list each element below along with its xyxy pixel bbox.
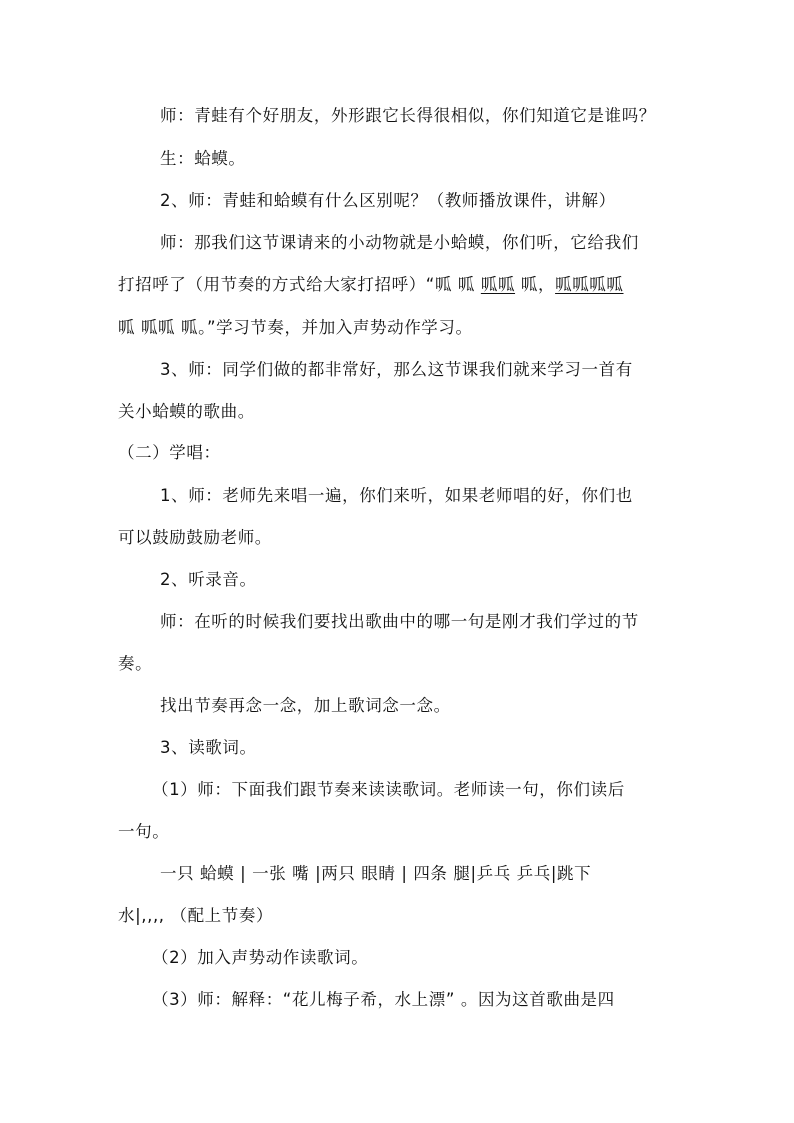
paragraph-line-2: 生：蛤蟆。 bbox=[160, 149, 246, 168]
section-heading: （二）学唱： bbox=[118, 443, 221, 462]
paragraph-line-13: 师：在听的时候我们要找出歌曲中的哪一句是刚才我们学过的节 bbox=[160, 612, 639, 631]
paragraph-line-14: 奏。 bbox=[118, 654, 153, 673]
paragraph-line-1: 师：青蛙有个好朋友，外形跟它长得很相似，你们知道它是谁吗？ bbox=[160, 106, 656, 125]
lyrics-line: 一只 蛤蟆 | 一张 嘴 |两只 眼睛 | 四条 腿|乒乓 乒乓|跳下 bbox=[160, 864, 592, 883]
paragraph-line-17: （1）师：下面我们跟节奏来读读歌词。老师读一句，你们读后 bbox=[152, 780, 625, 799]
paragraph-line-3: 2、师：青蛙和蛤蟆有什么区别呢？（教师播放课件，讲解） bbox=[160, 191, 616, 210]
paragraph-line-16: 3、读歌词。 bbox=[160, 738, 257, 757]
paragraph-line-18: 一句。 bbox=[118, 822, 170, 841]
paragraph-line-10: 1、师：老师先来唱一遍，你们来听，如果老师唱的好，你们也 bbox=[160, 486, 633, 505]
rhythm-underlined-2: 呱呱呱呱 bbox=[555, 275, 624, 294]
paragraph-line-15: 找出节奏再念一念，加上歌词念一念。 bbox=[160, 696, 451, 715]
paragraph-line-7: 3、师：同学们做的都非常好，那么这节课我们就来学习一首有 bbox=[160, 360, 633, 379]
rhythm-text-2: 呱， bbox=[515, 275, 556, 294]
paragraph-line-6: 呱 呱呱 呱。”学习节奏，并加入声势动作学习。 bbox=[118, 318, 473, 337]
rhythm-underlined-1: 呱呱 bbox=[480, 275, 516, 294]
paragraph-line-4: 师：那我们这节课请来的小动物就是小蛤蟆，你们听，它给我们 bbox=[160, 233, 639, 252]
paragraph-line-11: 可以鼓励鼓励老师。 bbox=[118, 528, 272, 547]
paragraph-line-21: （2）加入声势动作读歌词。 bbox=[152, 948, 369, 967]
paragraph-line-8: 关小蛤蟆的歌曲。 bbox=[118, 402, 255, 421]
paragraph-line-22: （3）师：解释：“花儿梅子希，水上漂” 。因为这首歌曲是四 bbox=[152, 990, 615, 1009]
paragraph-line-5 bbox=[118, 275, 794, 295]
lyrics-line-continued: 水|,,,, （配上节奏） bbox=[118, 906, 274, 925]
rhythm-text: 打招呼了（用节奏的方式给大家打招呼）“呱 呱 bbox=[118, 275, 481, 294]
paragraph-line-12: 2、听录音。 bbox=[160, 570, 257, 589]
